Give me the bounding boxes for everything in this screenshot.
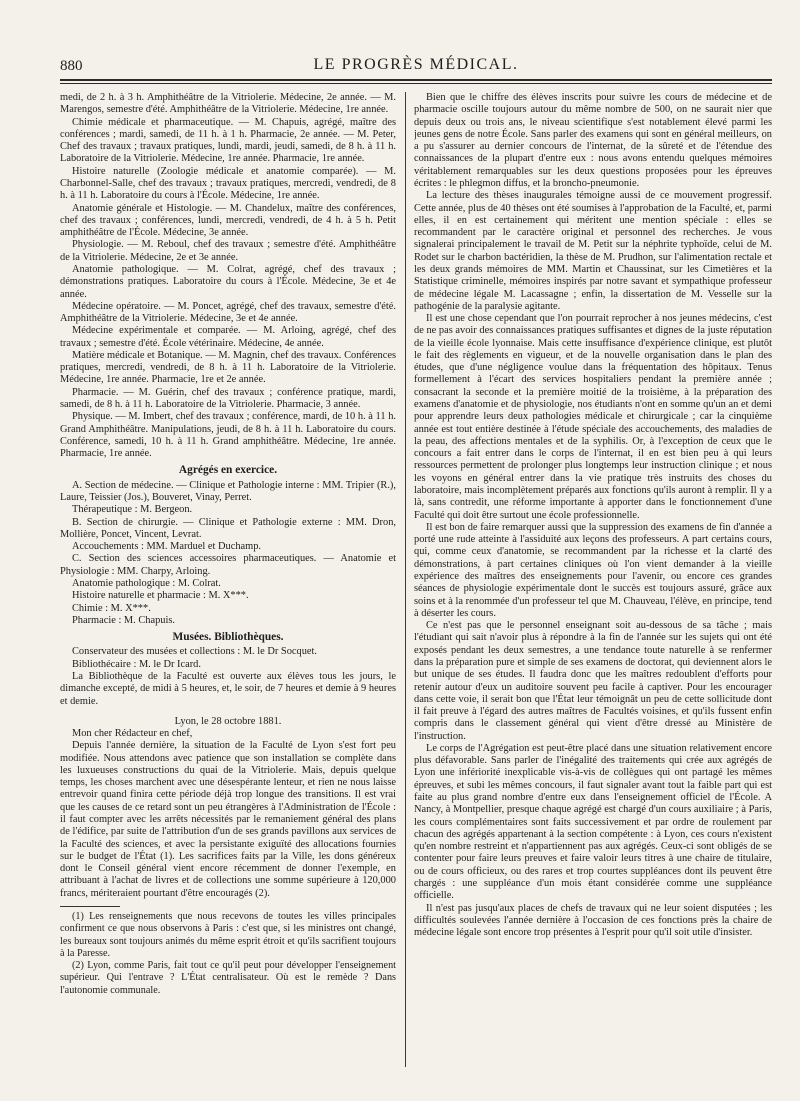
- paragraph: La lecture des thèses inaugurales témoigne aussi de ce mouvement progressif. Cette année, plus de 40 thèses ont été soumises à l'approbation de la Faculté, et, parmi elles, il en est certainement qui méritent une mention spéciale : elles se recommandent par le caractère original et personnel des recherches. Je vous signalerai principalement le travail de M. Petit sur la néphrite typhoïde, celui de M. Rodet sur le charbon bactéridien, la thèse de M. Prudhon, sur l'alimentation rectale et les deux grands mémoires de MM. Martin et Chaussinat, sur les Cimetières et la Statistique criminelle, mémoires inspirés par notre savant et sympathique professeur de médecine légale M. Lacassagne ; enfin, la dissertation de M. Vesselle sur la pathogénie de la paralysie agitante.: [414, 190, 772, 312]
- agreges-line: B. Section de chirurgie. — Clinique et Pathologie externe : MM. Dron, Mollière, Poncet, Vincent, Levrat.: [60, 516, 396, 540]
- letter-body: Depuis l'année dernière, la situation de la Faculté de Lyon s'est fort peu modifiée. Nous attendons avec patience que son installation se complète dans les luxueuses constructions du quai de la Vitriolerie. Mais, depuis quelque temps, les choses marchent avec une désespérante lenteur, et rien ne nous laisse entrevoir quand finira cette période déjà trop longue des transitions. Il est vrai que les causes de ce retard sont un peu étrangères à l'Administration de l'École : il faut compter avec les arrêts nécessités par le remaniement général des plans de l'édifice, par suite de l'attribution d'un de ses grands pavillons aux services de la Faculté des sciences, et avec la persistante exiguïté des allocations fournies sur le budget de l'État (1). Les sacrifices faits par la Ville, les dons généreux dont le Conseil général vient encore récemment de donner l'exemple, en attribuant à l'achat de livres et de collections une somme supérieure à 120,000 francs, mériteraient pourtant d'être encouragés (2).: [60, 740, 396, 899]
- paragraph: Histoire naturelle (Zoologie médicale et anatomie comparée). — M. Charbonnel-Salle, chef des travaux ; travaux pratiques, mercredi, vendredi, de 8 h. à 11 h. Laboratoire du cours à l'École. Médecine, 1re année.: [60, 165, 396, 202]
- section-heading-musees: Musées. Bibliothèques.: [172, 631, 284, 644]
- footnote: (2) Lyon, comme Paris, fait tout ce qu'il peut pour développer l'enseignement supérieur. Qui l'entrave ? L'État centralisateur. Où est le remède ? Dans l'autonomie communale.: [60, 960, 396, 996]
- paragraph: medi, de 2 h. à 3 h. Amphithéâtre de la Vitriolerie. Médecine, 2e année. — M. Marengos, semestre d'été. Amphithéâtre de la Vitriolerie. Médecine, 1re année.: [60, 92, 396, 116]
- musees-line: Bibliothécaire : M. le Dr Icard.: [72, 658, 201, 670]
- agreges-line: A. Section de médecine. — Clinique et Pathologie interne : MM. Tripier (R.), Laure, Teissier (Jos.), Bouveret, Vinay, Perret.: [60, 479, 396, 503]
- agreges-line: Thérapeutique : M. Bergeon.: [72, 504, 193, 516]
- paragraph: Anatomie générale et Histologie. — M. Chandelux, maître des conférences, chef des travaux ; conférences, lundi, mercredi, vendredi, de 4 h. à 5 h. Petit amphithéâtre de l'École. Médecine, 3e année.: [60, 202, 396, 239]
- column-divider: [405, 92, 406, 1067]
- right-column: [414, 92, 772, 1080]
- agreges-line: Histoire naturelle et pharmacie : M. X***.: [72, 590, 249, 602]
- paragraph: Ce n'est pas que le personnel enseignant soit au-dessous de sa tâche ; mais l'étudiant qui sait n'avoir plus à répondre à la fin de l'année sur les sujets qui ont été exposés pendant les deux semestres, a une tendance toute naturelle à se renfermer dans la préparation pure et simple de ses examens de doctorat, qui deviennent alors le but unique de ses études. Il faudra donc que les maîtres redoublent d'efforts pour retenir autour d'eux un auditoire souvent peu facile à captiver. Pour les encourager dans cette voie, il serait bon que l'État leur témoignât un peu de cette sollicitude dont il fait preuve à l'égard des autres maîtres de Facultés voisines, et qu'ils fussent enfin compris dans le classement général qui vient d'être dressé au Ministère de l'instruction.: [414, 620, 772, 742]
- header-rule-thin: [60, 83, 772, 84]
- paragraph: Médecine opératoire. — M. Poncet, agrégé, chef des travaux, semestre d'été. Amphithéâtre de la Vitriolerie. Médecine, 3e et 4e année.: [60, 300, 396, 325]
- paragraph: Chimie médicale et pharmaceutique. — M. Chapuis, agrégé, maître des conférences ; mardi, samedi, de 11 h. à 1 h. Pharmacie, 2e année. — M. Peter, Chef des travaux ; travaux pratiques, lundi, mardi, jeudi, samedi, de 8 h. à 11 h. Laboratoire de la Vitriolerie. Médecine, 1re année. Pharmacie, 1re année.: [60, 116, 396, 165]
- agreges-line: C. Section des sciences accessoires pharmaceutiques. — Anatomie et Physiologie : MM. Charpy, Arloing.: [60, 553, 396, 577]
- running-title: LE PROGRÈS MÉDICAL.: [313, 56, 519, 73]
- dateline: Lyon, le 28 octobre 1881.: [174, 715, 282, 727]
- paragraph: Bien que le chiffre des élèves inscrits pour suivre les cours de médecine et de pharmacie oscille toujours autour du même nombre de 500, on ne saurait nier que depuis deux ou trois ans, le niveau scientifique s'est notablement élevé parmi les jeunes gens de notre École. Sans parler des examens qui sont en général meilleurs, on a pu s'assurer au dernier concours de l'internat, de la sûreté et de l'étendue des connaissances de la plupart d'entre eux : nous avons entendu quelques mémoires véritablement remarquables sur les deux questions proposées pour les épreuves écrites : le phlegmon diffus, et la broncho-pneumonie.: [414, 92, 772, 189]
- agreges-line: Anatomie pathologique : M. Colrat.: [72, 577, 221, 589]
- paragraph: Médecine expérimentale et comparée. — M. Arloing, agrégé, chef des travaux ; semestre d'été. École vétérinaire. Médecine, 4e année.: [60, 325, 396, 349]
- header-rule-thick: [60, 79, 772, 81]
- footnote: (1) Les renseignements que nous recevons de toutes les villes principales confirment ce que nous observons à Paris : c'est que, si les ministres ont changé, les bureaux sont toujours animés du même esprit étroit et qu'ils sacrifient toujours à la Paresse.: [60, 911, 396, 959]
- agreges-line: Pharmacie : M. Chapuis.: [72, 614, 176, 626]
- footnotes: [60, 911, 396, 997]
- paragraph: Pharmacie. — M. Guérin, chef des travaux ; conférence pratique, mardi, samedi, de 8 h. à 11 h. Laboratoire de la Vitriolerie. Pharmacie, 3 année.: [60, 386, 396, 411]
- page-number: 880: [60, 58, 83, 74]
- footnote-separator: [60, 906, 120, 907]
- paragraph: Il est bon de faire remarquer aussi que la suppression des examens de fin d'année a porté une rude atteinte à l'assiduité aux leçons des professeurs. A part certains cours, qui, comme ceux d'anatomie, se recommandent par la richesse et la clarté des démonstrations, à part certaines cliniques où l'on vient demander à la vieille expérience des maîtres des enseignements pour l'avenir, ou encore ces grandes séances de physiologie expérimentale dont le succès est toujours assuré, grâce aux soins et à la renommée d'un professeur tel que M. Chauveau, l'élève, en principe, tend à déserter les cours.: [414, 521, 772, 619]
- paragraph: Le corps de l'Agrégation est peut-être placé dans une situation relativement encore plus défavorable. Sans parler de l'inégalité des traitements qui crée aux agrégés de Lyon une infériorité inexplicable vis-à-vis de collègues qui ont partagé les mêmes épreuves, et subi les mêmes concours, il faut signaler avant tout la faible part qui est faite au plus grand nombre d'entre eux dans l'enseignement officiel de l'École. A Nancy, à Montpellier, presque chaque agrégé est chargé d'un cours auxiliaire ; à Paris, les cours complémentaires sont faits successivement et par ordre de roulement par chacun des agrégés appartenant à la section compétente : à Lyon, ces cours n'existent qu'en nombre restreint et n'appartiennent pas aux agrégés. Ceux-ci sont obligés de se contenter pour faire leurs preuves et faire valoir leurs titres à une chaire de titulaire, ou de cours officieux, ou des rares et trop courtes suppléances dont ils peuvent être chargés : une suppléance d'un mois étant considérée comme une suppléance officielle.: [414, 742, 772, 902]
- musees-line: La Bibliothèque de la Faculté est ouverte aux élèves tous les jours, le dimanche excepté, de midi à 5 heures, et, le soir, de 7 heures et demie à 9 heures et demie.: [60, 670, 396, 707]
- musees-line: Conservateur des musées et collections : M. le Dr Socquet.: [72, 646, 317, 658]
- paragraph: Il est une chose cependant que l'on pourrait reprocher à nos jeunes médecins, c'est de ne pas avoir des connaissances pratiques suffisantes et dignes de la juste réputation de la vieille école lyonnaise. Mais cette insuffisance d'expérience clinique, est plutôt le fait des règlements en vigueur, et de la nouvelle organisation dans le plan des études, que d'une négligence voulue dans la fréquentation des hôpitaux. Tenus formellement à l'écart des services hospitaliers pendant la première année ; consacrant la seconde et la première moitié de la troisième, à la préparation des examens d'anatomie et de physiologie, nos étudiants n'ont en somme qu'un an et demi pour apprendre leurs deux pathologies médicale et chirurgicale ; car la cinquième année est tout entière destinée à l'étude spéciale des accouchements, des maladies de la peau, des affections mentales et de la syphilis. Or, à l'exception de ceux que le concours a fait entrer dans le corps de l'internat, il en est bien peu à qui leurs ressources permettent de prolonger plus longtemps leur instruction clinique ; et nous les voyons en général entrer dans la vie pratique très instruits des choses du laboratoire, mais incomplètement préparés aux fonctions qu'ils auront à remplir. Il y a là, sans contredit, une réforme importante à apporter dans le fonctionnement d'une Faculté qui doit être surtout une école professionnelle.: [414, 313, 772, 521]
- section-heading-agreges: Agrégés en exercice.: [178, 464, 278, 477]
- agreges-line: Accouchements : MM. Marduel et Duchamp.: [72, 541, 261, 553]
- paragraph: Matière médicale et Botanique. — M. Magnin, chef des travaux. Conférences pratiques, mercredi, vendredi, de 8 h. à 11 h. Laboratoire de la Vitriolerie. Médecine, 1re année. Pharmacie, 1re et 2e année.: [60, 349, 396, 386]
- paragraph: Physique. — M. Imbert, chef des travaux ; conférence, mardi, de 10 h. à 11 h. Grand Amphithéâtre. Manipulations, jeudi, de 8 h. à 11 h. Laboratoire du cours. Conférence, samedi, 10 h. à 11 h. Grand amphithéâtre. Médecine, 1re année. Pharmacie, 1re année.: [60, 411, 396, 460]
- paragraph: Il n'est pas jusqu'aux places de chefs de travaux qui ne leur soient disputées ; les difficultés soulevées l'année dernière à l'occasion de ces fonctions près la chaire de médecine légale sont encore trop présentes à l'esprit pour qu'il soit utile d'insister.: [414, 902, 772, 939]
- paragraph: Anatomie pathologique. — M. Colrat, agrégé, chef des travaux ; démonstrations pratiques. Laboratoire du cours à l'École. Médecine, 3e et 4e année.: [60, 263, 396, 300]
- agreges-line: Chimie : M. X***.: [72, 602, 151, 614]
- page-header: [60, 56, 772, 78]
- paragraph: Physiologie. — M. Reboul, chef des travaux ; semestre d'été. Amphithéâtre de la Vitriolerie. Médecine, 2e et 3e année.: [60, 239, 396, 263]
- salutation: Mon cher Rédacteur en chef,: [72, 728, 193, 740]
- left-column: [60, 92, 396, 1080]
